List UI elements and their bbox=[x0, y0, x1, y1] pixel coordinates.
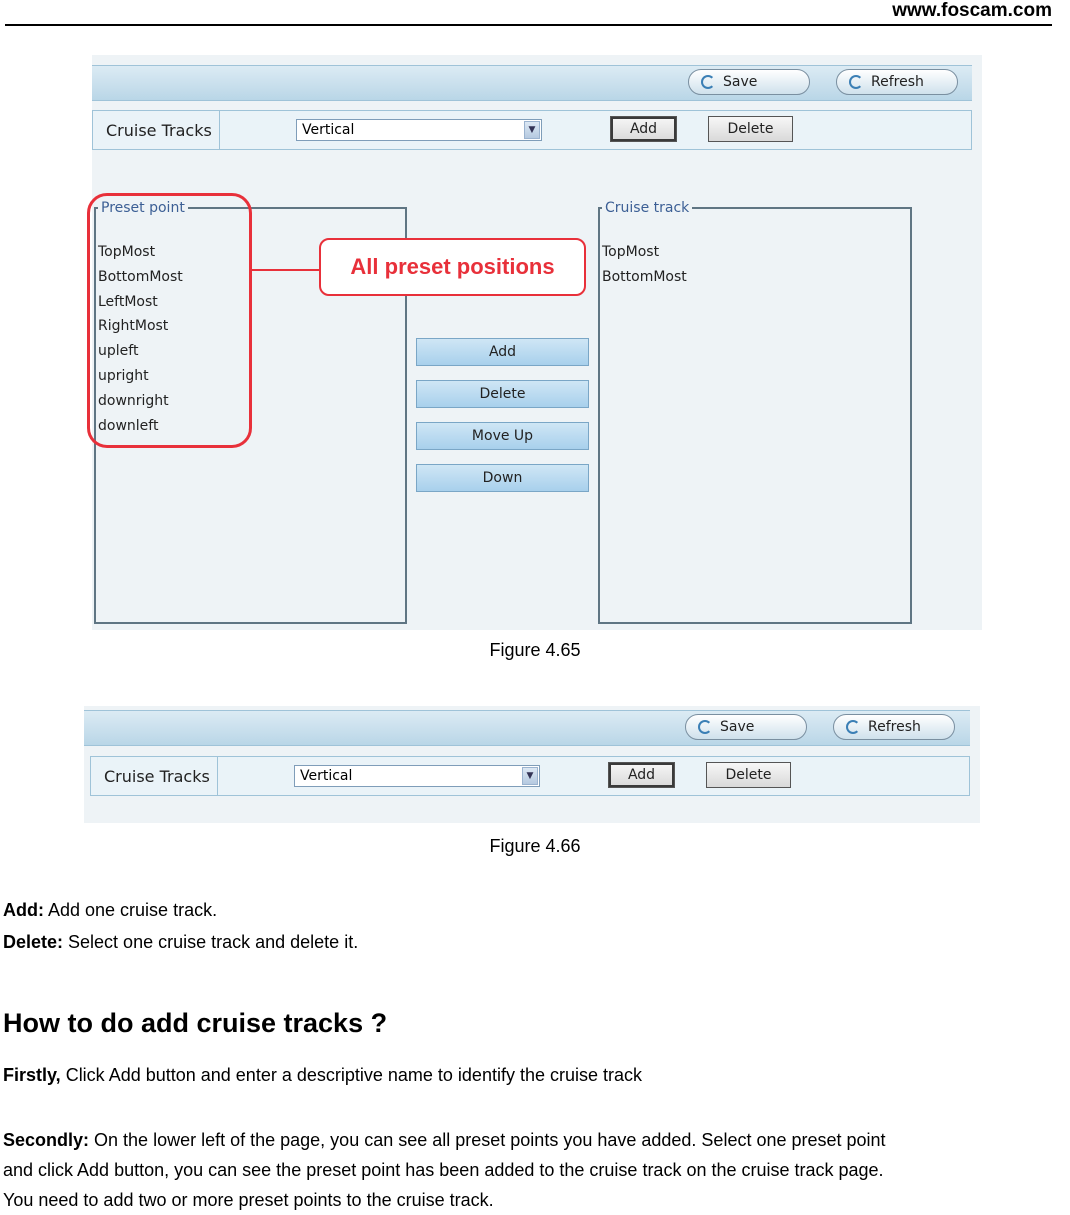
save-icon bbox=[701, 75, 715, 89]
cruise-track-panel bbox=[598, 200, 912, 624]
add-track-button[interactable]: Add bbox=[610, 116, 677, 142]
delete-track-button[interactable]: Delete bbox=[708, 116, 793, 142]
delete-point-button[interactable]: Delete bbox=[416, 380, 589, 408]
add-text: Add one cruise track. bbox=[43, 900, 218, 920]
secondly-line-1 bbox=[3, 1126, 1069, 1154]
delete-term: Delete: bbox=[3, 932, 64, 952]
add-term: Add: bbox=[3, 900, 44, 920]
callout-label: All preset positions bbox=[319, 238, 586, 296]
list-item[interactable]: BottomMost bbox=[98, 268, 183, 285]
cruise-tracks-select[interactable] bbox=[296, 119, 542, 141]
move-down-button[interactable]: Down bbox=[416, 464, 589, 492]
firstly-text: Click Add button and enter a descriptive name to identify the cruise track bbox=[60, 1065, 642, 1085]
chevron-down-icon[interactable]: ▼ bbox=[524, 121, 540, 139]
callout-connector bbox=[251, 269, 321, 271]
delete-description bbox=[3, 928, 358, 956]
refresh-icon bbox=[846, 720, 860, 734]
save-icon bbox=[698, 720, 712, 734]
cruise-tracks-value: Vertical bbox=[302, 122, 355, 138]
list-item[interactable]: downright bbox=[98, 392, 169, 409]
chevron-down-icon[interactable]: ▼ bbox=[522, 767, 538, 785]
add-point-button[interactable]: Add bbox=[416, 338, 589, 366]
delete-track-button[interactable]: Delete bbox=[706, 762, 791, 788]
secondly-term: Secondly: bbox=[3, 1130, 90, 1150]
save-button[interactable] bbox=[685, 714, 807, 740]
secondly-line-2: and click Add button, you can see the preset point has been added to the cruise track on the cruise track page. bbox=[3, 1160, 884, 1180]
list-item[interactable]: upleft bbox=[98, 343, 139, 360]
cruise-tracks-value: Vertical bbox=[300, 768, 353, 784]
add-track-button[interactable]: Add bbox=[608, 762, 675, 788]
save-button[interactable] bbox=[688, 69, 810, 95]
toolbar bbox=[92, 65, 972, 101]
cruise-track-title: Cruise track bbox=[605, 200, 690, 216]
header-url: www.foscam.com bbox=[892, 0, 1052, 21]
cruise-tracks-select[interactable] bbox=[294, 765, 540, 787]
move-up-button[interactable]: Move Up bbox=[416, 422, 589, 450]
list-item[interactable]: TopMost bbox=[98, 244, 156, 260]
list-item[interactable]: TopMost bbox=[602, 244, 660, 260]
add-description bbox=[3, 896, 217, 924]
list-item[interactable]: RightMost bbox=[98, 318, 169, 335]
firstly-term: Firstly, bbox=[3, 1065, 61, 1085]
figure-4-66-screenshot bbox=[84, 706, 980, 823]
list-item[interactable]: downleft bbox=[98, 417, 159, 434]
list-item[interactable]: upright bbox=[98, 367, 149, 384]
toolbar bbox=[84, 710, 970, 746]
cruise-track-list[interactable] bbox=[602, 240, 687, 290]
secondly-line-3: You need to add two or more preset points to the cruise track. bbox=[3, 1190, 494, 1210]
refresh-label: Refresh bbox=[871, 74, 924, 90]
save-label: Save bbox=[720, 719, 755, 735]
cruise-tracks-row bbox=[90, 756, 970, 796]
callout-highlight bbox=[87, 193, 252, 448]
refresh-button[interactable] bbox=[833, 714, 955, 740]
refresh-button[interactable] bbox=[836, 69, 958, 95]
refresh-label: Refresh bbox=[868, 719, 921, 735]
cruise-tracks-label: Cruise Tracks bbox=[91, 757, 218, 795]
cruise-tracks-label: Cruise Tracks bbox=[93, 111, 220, 149]
section-heading: How to do add cruise tracks ? bbox=[3, 1008, 388, 1038]
preset-point-title: Preset point bbox=[101, 200, 185, 216]
figure-caption: Figure 4.66 bbox=[489, 836, 581, 856]
header-rule bbox=[5, 24, 1052, 26]
delete-text: Select one cruise track and delete it. bbox=[63, 932, 359, 952]
secondly-paragraph bbox=[3, 1126, 1069, 1214]
list-item[interactable]: BottomMost bbox=[602, 268, 687, 285]
cruise-tracks-row bbox=[92, 110, 972, 150]
firstly-paragraph bbox=[3, 1061, 642, 1089]
save-label: Save bbox=[723, 74, 758, 90]
list-item[interactable]: LeftMost bbox=[98, 293, 158, 310]
refresh-icon bbox=[849, 75, 863, 89]
secondly-text-1: On the lower left of the page, you can see all preset points you have added. Select one preset point bbox=[89, 1130, 886, 1150]
figure-caption: Figure 4.65 bbox=[489, 640, 581, 660]
